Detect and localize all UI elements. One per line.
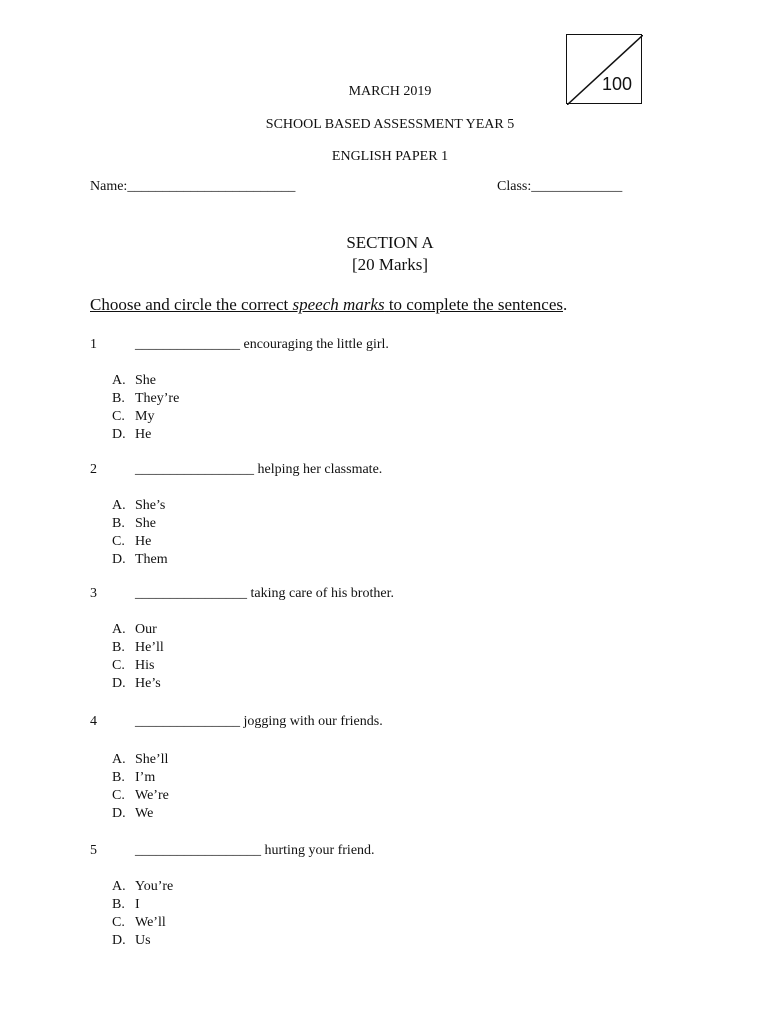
option-letter: D. xyxy=(112,552,126,567)
class-field[interactable]: Class:_____________ xyxy=(497,179,623,194)
option-letter: B. xyxy=(112,897,125,912)
option-letter: C. xyxy=(112,409,125,424)
exam-date: MARCH 2019 xyxy=(348,84,432,99)
option-a[interactable] xyxy=(112,497,168,515)
option-text: You’re xyxy=(135,879,174,894)
option-letter: A. xyxy=(112,498,126,513)
paper-title: ENGLISH PAPER 1 xyxy=(331,149,449,164)
option-b[interactable] xyxy=(112,769,169,787)
question-number: 3 xyxy=(90,586,97,601)
option-text: We xyxy=(135,806,154,821)
option-c[interactable] xyxy=(112,533,168,551)
question-number: 5 xyxy=(90,843,97,858)
option-letter: D. xyxy=(112,933,126,948)
option-d[interactable] xyxy=(112,551,168,569)
instruction-period: . xyxy=(563,295,568,314)
option-text: I xyxy=(135,897,140,912)
score-value: 100 xyxy=(601,74,632,94)
option-letter: D. xyxy=(112,806,126,821)
option-b[interactable] xyxy=(112,515,168,533)
option-letter: A. xyxy=(112,373,126,388)
option-text: He xyxy=(135,534,152,549)
option-c[interactable] xyxy=(112,787,169,805)
option-text: She’s xyxy=(135,498,166,513)
option-text: We’ll xyxy=(135,915,166,930)
option-a[interactable] xyxy=(112,372,179,390)
option-letter: C. xyxy=(112,915,125,930)
option-text: She xyxy=(135,516,156,531)
option-letter: A. xyxy=(112,622,126,637)
option-text: We’re xyxy=(135,788,169,803)
question-stem: ________________ taking care of his brother. xyxy=(135,586,394,601)
option-letter: D. xyxy=(112,676,126,691)
instruction xyxy=(90,295,567,315)
option-b[interactable] xyxy=(112,390,179,408)
option-a[interactable] xyxy=(112,878,173,896)
option-letter: A. xyxy=(112,879,126,894)
instruction-text-before: Choose and circle the correct xyxy=(90,295,293,314)
question-stem: __________________ hurting your friend. xyxy=(135,843,375,858)
option-text: I’m xyxy=(135,770,156,785)
option-letter: B. xyxy=(112,640,125,655)
name-field[interactable]: Name:________________________ xyxy=(90,179,296,194)
question-number: 2 xyxy=(90,462,97,477)
option-letter: D. xyxy=(112,427,126,442)
option-list xyxy=(112,878,173,950)
option-list xyxy=(112,372,179,444)
option-d[interactable] xyxy=(112,805,169,823)
option-b[interactable] xyxy=(112,896,173,914)
option-a[interactable] xyxy=(112,751,169,769)
option-text: She’ll xyxy=(135,752,169,767)
question-stem: _______________ jogging with our friends. xyxy=(135,714,383,729)
option-d[interactable] xyxy=(112,675,164,693)
option-list xyxy=(112,751,169,823)
option-text: Our xyxy=(135,622,157,637)
option-list xyxy=(112,621,164,693)
question-stem: _________________ helping her classmate. xyxy=(135,462,383,477)
section-title: SECTION A xyxy=(346,233,434,252)
option-text: Them xyxy=(135,552,168,567)
option-c[interactable] xyxy=(112,914,173,932)
section-marks: [20 Marks] xyxy=(351,255,428,274)
option-letter: C. xyxy=(112,658,125,673)
question-number: 1 xyxy=(90,337,97,352)
option-letter: C. xyxy=(112,534,125,549)
option-letter: B. xyxy=(112,516,125,531)
option-c[interactable] xyxy=(112,408,179,426)
option-c[interactable] xyxy=(112,657,164,675)
option-text: Us xyxy=(135,933,151,948)
option-text: They’re xyxy=(135,391,180,406)
option-d[interactable] xyxy=(112,426,179,444)
option-text: She xyxy=(135,373,156,388)
option-list xyxy=(112,497,168,569)
option-text: His xyxy=(135,658,155,673)
option-text: He’ll xyxy=(135,640,164,655)
option-letter: A. xyxy=(112,752,126,767)
option-text: He xyxy=(135,427,152,442)
option-letter: C. xyxy=(112,788,125,803)
option-text: He’s xyxy=(135,676,161,691)
assessment-title: SCHOOL BASED ASSESSMENT YEAR 5 xyxy=(265,117,515,132)
option-a[interactable] xyxy=(112,621,164,639)
instruction-emphasis: speech marks xyxy=(292,295,385,314)
question-stem: _______________ encouraging the little girl. xyxy=(135,337,389,352)
option-letter: B. xyxy=(112,770,125,785)
option-text: My xyxy=(135,409,155,424)
option-b[interactable] xyxy=(112,639,164,657)
option-letter: B. xyxy=(112,391,125,406)
option-d[interactable] xyxy=(112,932,173,950)
instruction-text-after: to complete the sentences xyxy=(384,295,563,314)
question-number: 4 xyxy=(90,714,97,729)
